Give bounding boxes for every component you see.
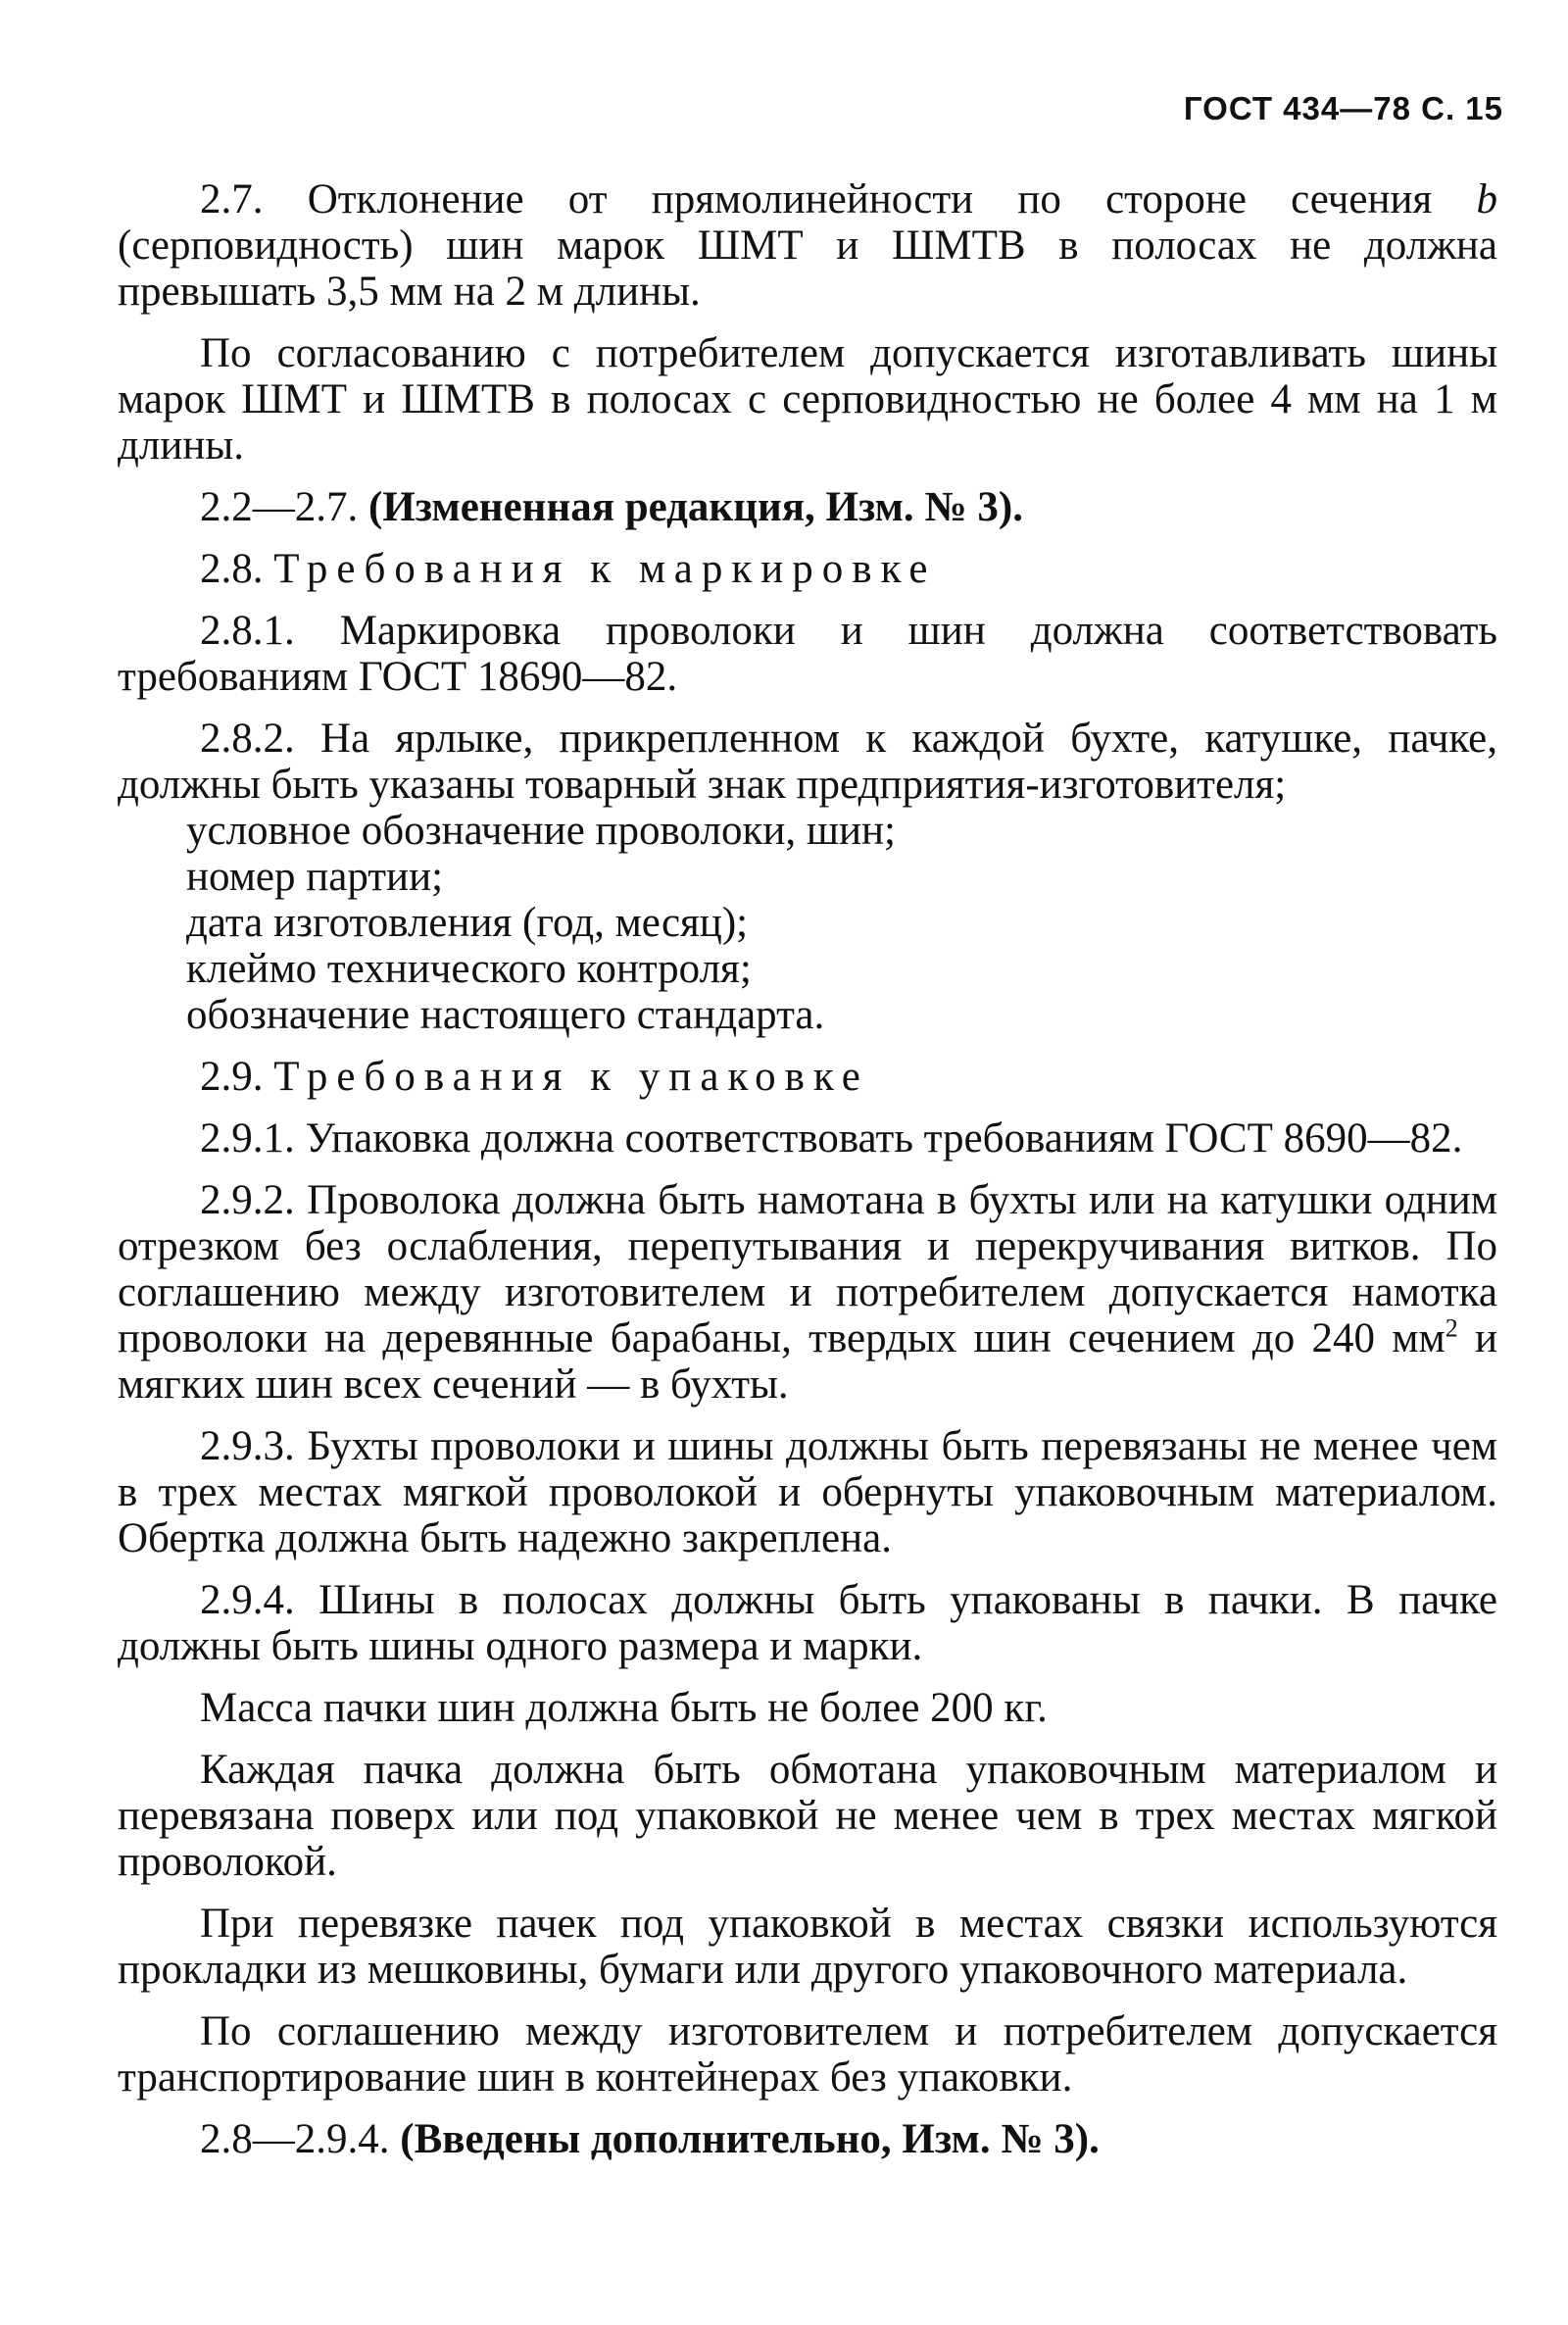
- page-header: ГОСТ 434—78 С. 15: [1183, 90, 1503, 126]
- paragraph-mass: Масса пачки шин должна быть не более 200 кг.: [200, 1685, 1048, 1731]
- paragraph-tying: При перевязке пачек под упаковкой в местах связки используются прокладки из мешковины, бумаги или другого упаковочного материала.: [118, 1901, 1497, 1993]
- document-body: [118, 176, 1497, 2178]
- list-item: обозначение настоящего стандарта.: [186, 992, 825, 1038]
- symbol-b: b: [1476, 176, 1497, 223]
- paragraph-2-9-1: 2.9.1. Упаковка должна соответствовать требованиям ГОСТ 8690—82.: [200, 1115, 1463, 1162]
- section-heading-2-8: 2.8. Требования к маркировке: [200, 546, 937, 592]
- section-heading-2-9: 2.9. Требования к упаковке: [200, 1054, 869, 1100]
- paragraph-2-9-3: 2.9.3. Бухты проволоки и шины должны быть перевязаны не менее чем в трех местах мягкой проволокой и обернуты упаковочным материалом. Обертка должна быть надежно закреплена.: [118, 1423, 1497, 1561]
- amendment-note-2-8-2-9-4: 2.8—2.9.4. (Введены дополнительно, Изм. № 3).: [200, 2116, 1100, 2162]
- list-item: условное обозначение проволоки, шин;: [186, 808, 896, 854]
- paragraph-2-7: 2.7. Отклонение от прямолинейности по стороне сечения b (серповидность) шин марок ШМТ и ШМТВ в полосах не должна превышать 3,5 мм на 2 м длины.: [118, 176, 1497, 315]
- paragraph-2-8-2: 2.8.2. На ярлыке, прикрепленном к каждой бухте, катушке, пачке, должны быть указаны товарный знак предприятия-изготовителя;: [118, 716, 1497, 808]
- paragraph-transport: По соглашению между изготовителем и потребителем допускается транспортирование шин в контейнерах без упаковки.: [118, 2008, 1497, 2101]
- list-item: дата изготовления (год, месяц);: [186, 900, 749, 946]
- list-item: номер партии;: [186, 854, 444, 900]
- list-item: клеймо технического контроля;: [186, 946, 752, 992]
- paragraph-agreement: По согласованию с потребителем допускается изготавливать шины марок ШМТ и ШМТВ в полосах с серповидностью не более 4 мм на 1 м длины.: [118, 330, 1497, 469]
- paragraph-2-8-1: 2.8.1. Маркировка проволоки и шин должна соответствовать требованиям ГОСТ 18690—82.: [118, 608, 1497, 700]
- paragraph-2-9-4: 2.9.4. Шины в полосах должны быть упакованы в пачки. В пачке должны быть шины одного размера и марки.: [118, 1577, 1497, 1669]
- paragraph-2-9-2: 2.9.2. Проволока должна быть намотана в бухты или на катушки одним отрезком без ослабления, перепутывания и перекручивания витков. По соглашению между изготовителем и потребителем допускается намотка проволоки на деревянные барабаны, твердых шин сечением до 240 $мм^2$ и мягких шин всех сечений — в бухты.: [118, 1177, 1497, 1408]
- amendment-note-2-2-2-7: 2.2—2.7. (Измененная редакция, Изм. № 3).: [200, 484, 1023, 530]
- paragraph-each-pack: Каждая пачка должна быть обмотана упаковочным материалом и перевязана поверх или под упаковкой не менее чем в трех местах мягкой проволокой.: [118, 1747, 1497, 1885]
